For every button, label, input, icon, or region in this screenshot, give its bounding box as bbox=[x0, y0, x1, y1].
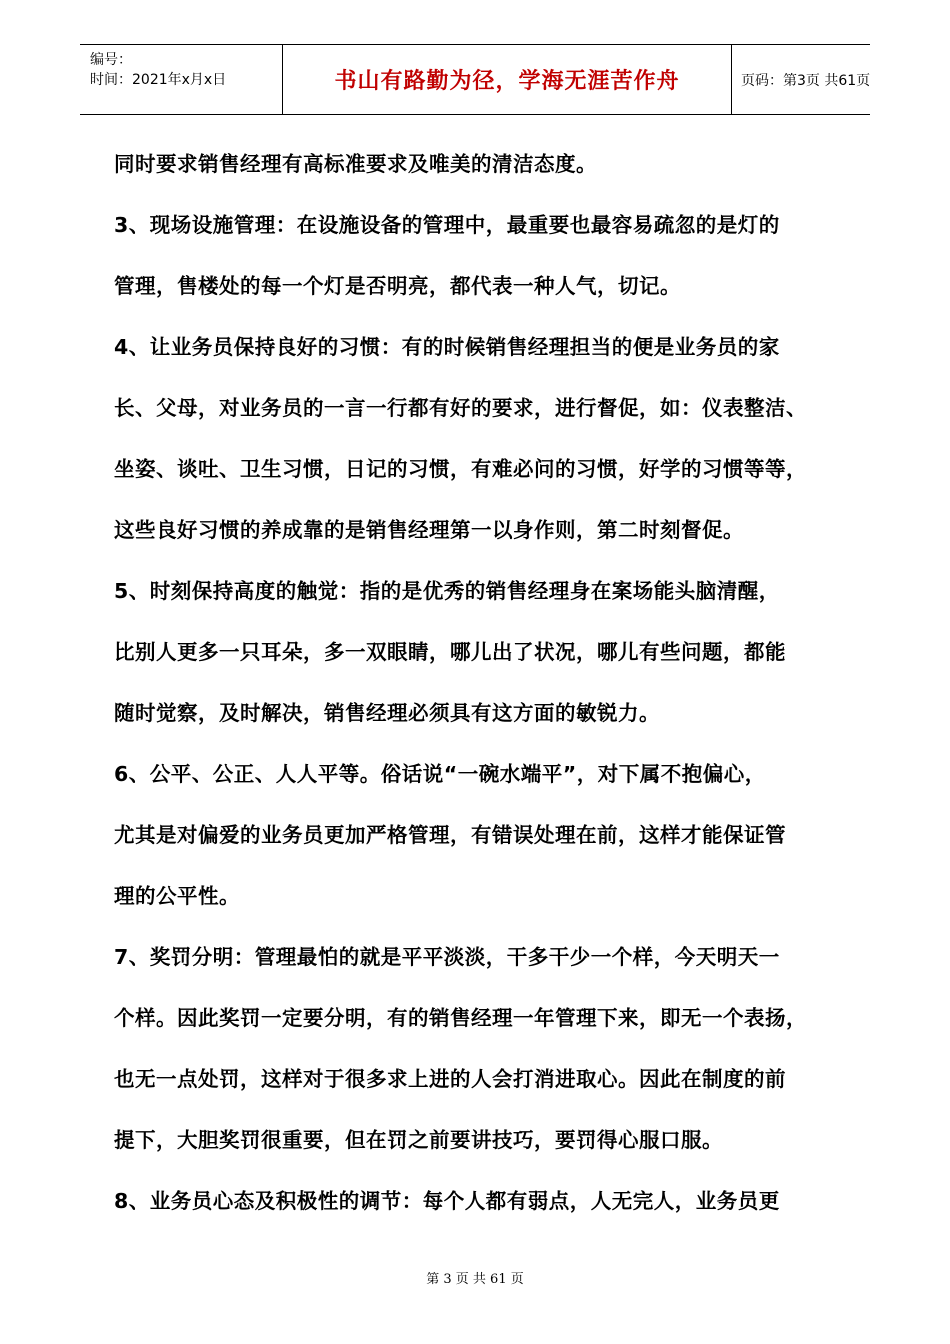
body-line: 坐姿、谈吐、卫生习惯，日记的习惯，有难必问的习惯，好学的习惯等等， bbox=[114, 457, 807, 481]
page-footer: 第 3 页 共 61 页 bbox=[426, 1272, 524, 1287]
body-line: 个样。因此奖罚一定要分明，有的销售经理一年管理下来，即无一个表扬， bbox=[114, 1006, 807, 1030]
body-line: 6、公平、公正、人人平等。俗话说“一碗水端平”，对下属不抱偏心， bbox=[114, 762, 766, 786]
body-line: 8、业务员心态及积极性的调节：每个人都有弱点，人无完人，业务员更 bbox=[114, 1189, 780, 1213]
header-page-number: 页码：第3页 共61页 bbox=[741, 72, 871, 89]
body-line: 4、让业务员保持良好的习惯：有的时候销售经理担当的便是业务员的家 bbox=[114, 335, 780, 359]
body-line: 也无一点处罚，这样对于很多求上进的人会打消进取心。因此在制度的前 bbox=[114, 1067, 786, 1091]
body-line: 管理，售楼处的每一个灯是否明亮，都代表一种人气，切记。 bbox=[114, 274, 681, 298]
header-page-cell bbox=[731, 45, 870, 114]
header-meta-cell bbox=[80, 45, 282, 114]
body-line: 7、奖罚分明：管理最怕的就是平平淡淡，干多干少一个样，今天明天一 bbox=[114, 945, 780, 969]
body-line: 同时要求销售经理有高标准要求及唯美的清洁态度。 bbox=[114, 152, 597, 176]
body-line: 5、时刻保持高度的触觉：指的是优秀的销售经理身在案场能头脑清醒， bbox=[114, 579, 780, 603]
header-motto-cell bbox=[282, 45, 732, 114]
body-line: 长、父母，对业务员的一言一行都有好的要求，进行督促，如：仪表整洁、 bbox=[114, 396, 807, 420]
header-motto: 书山有路勤为径，学海无涯苦作舟 bbox=[334, 69, 680, 94]
page-header bbox=[80, 44, 870, 115]
body-line: 随时觉察，及时解决，销售经理必须具有这方面的敏锐力。 bbox=[114, 701, 660, 725]
body-line: 这些良好习惯的养成靠的是销售经理第一以身作则，第二时刻督促。 bbox=[114, 518, 744, 542]
body-line: 比别人更多一只耳朵，多一双眼睛，哪儿出了状况，哪儿有些问题，都能 bbox=[114, 640, 786, 664]
body-line: 尤其是对偏爱的业务员更加严格管理，有错误处理在前，这样才能保证管 bbox=[114, 823, 786, 847]
body-line: 3、现场设施管理：在设施设备的管理中，最重要也最容易疏忽的是灯的 bbox=[114, 213, 780, 237]
body-line: 理的公平性。 bbox=[114, 884, 240, 908]
document-time-label: 时间：2021年x月x日 bbox=[90, 72, 227, 88]
document-number-label: 编号： bbox=[90, 52, 132, 68]
body-line: 提下，大胆奖罚很重要，但在罚之前要讲技巧，要罚得心服口服。 bbox=[114, 1128, 723, 1152]
